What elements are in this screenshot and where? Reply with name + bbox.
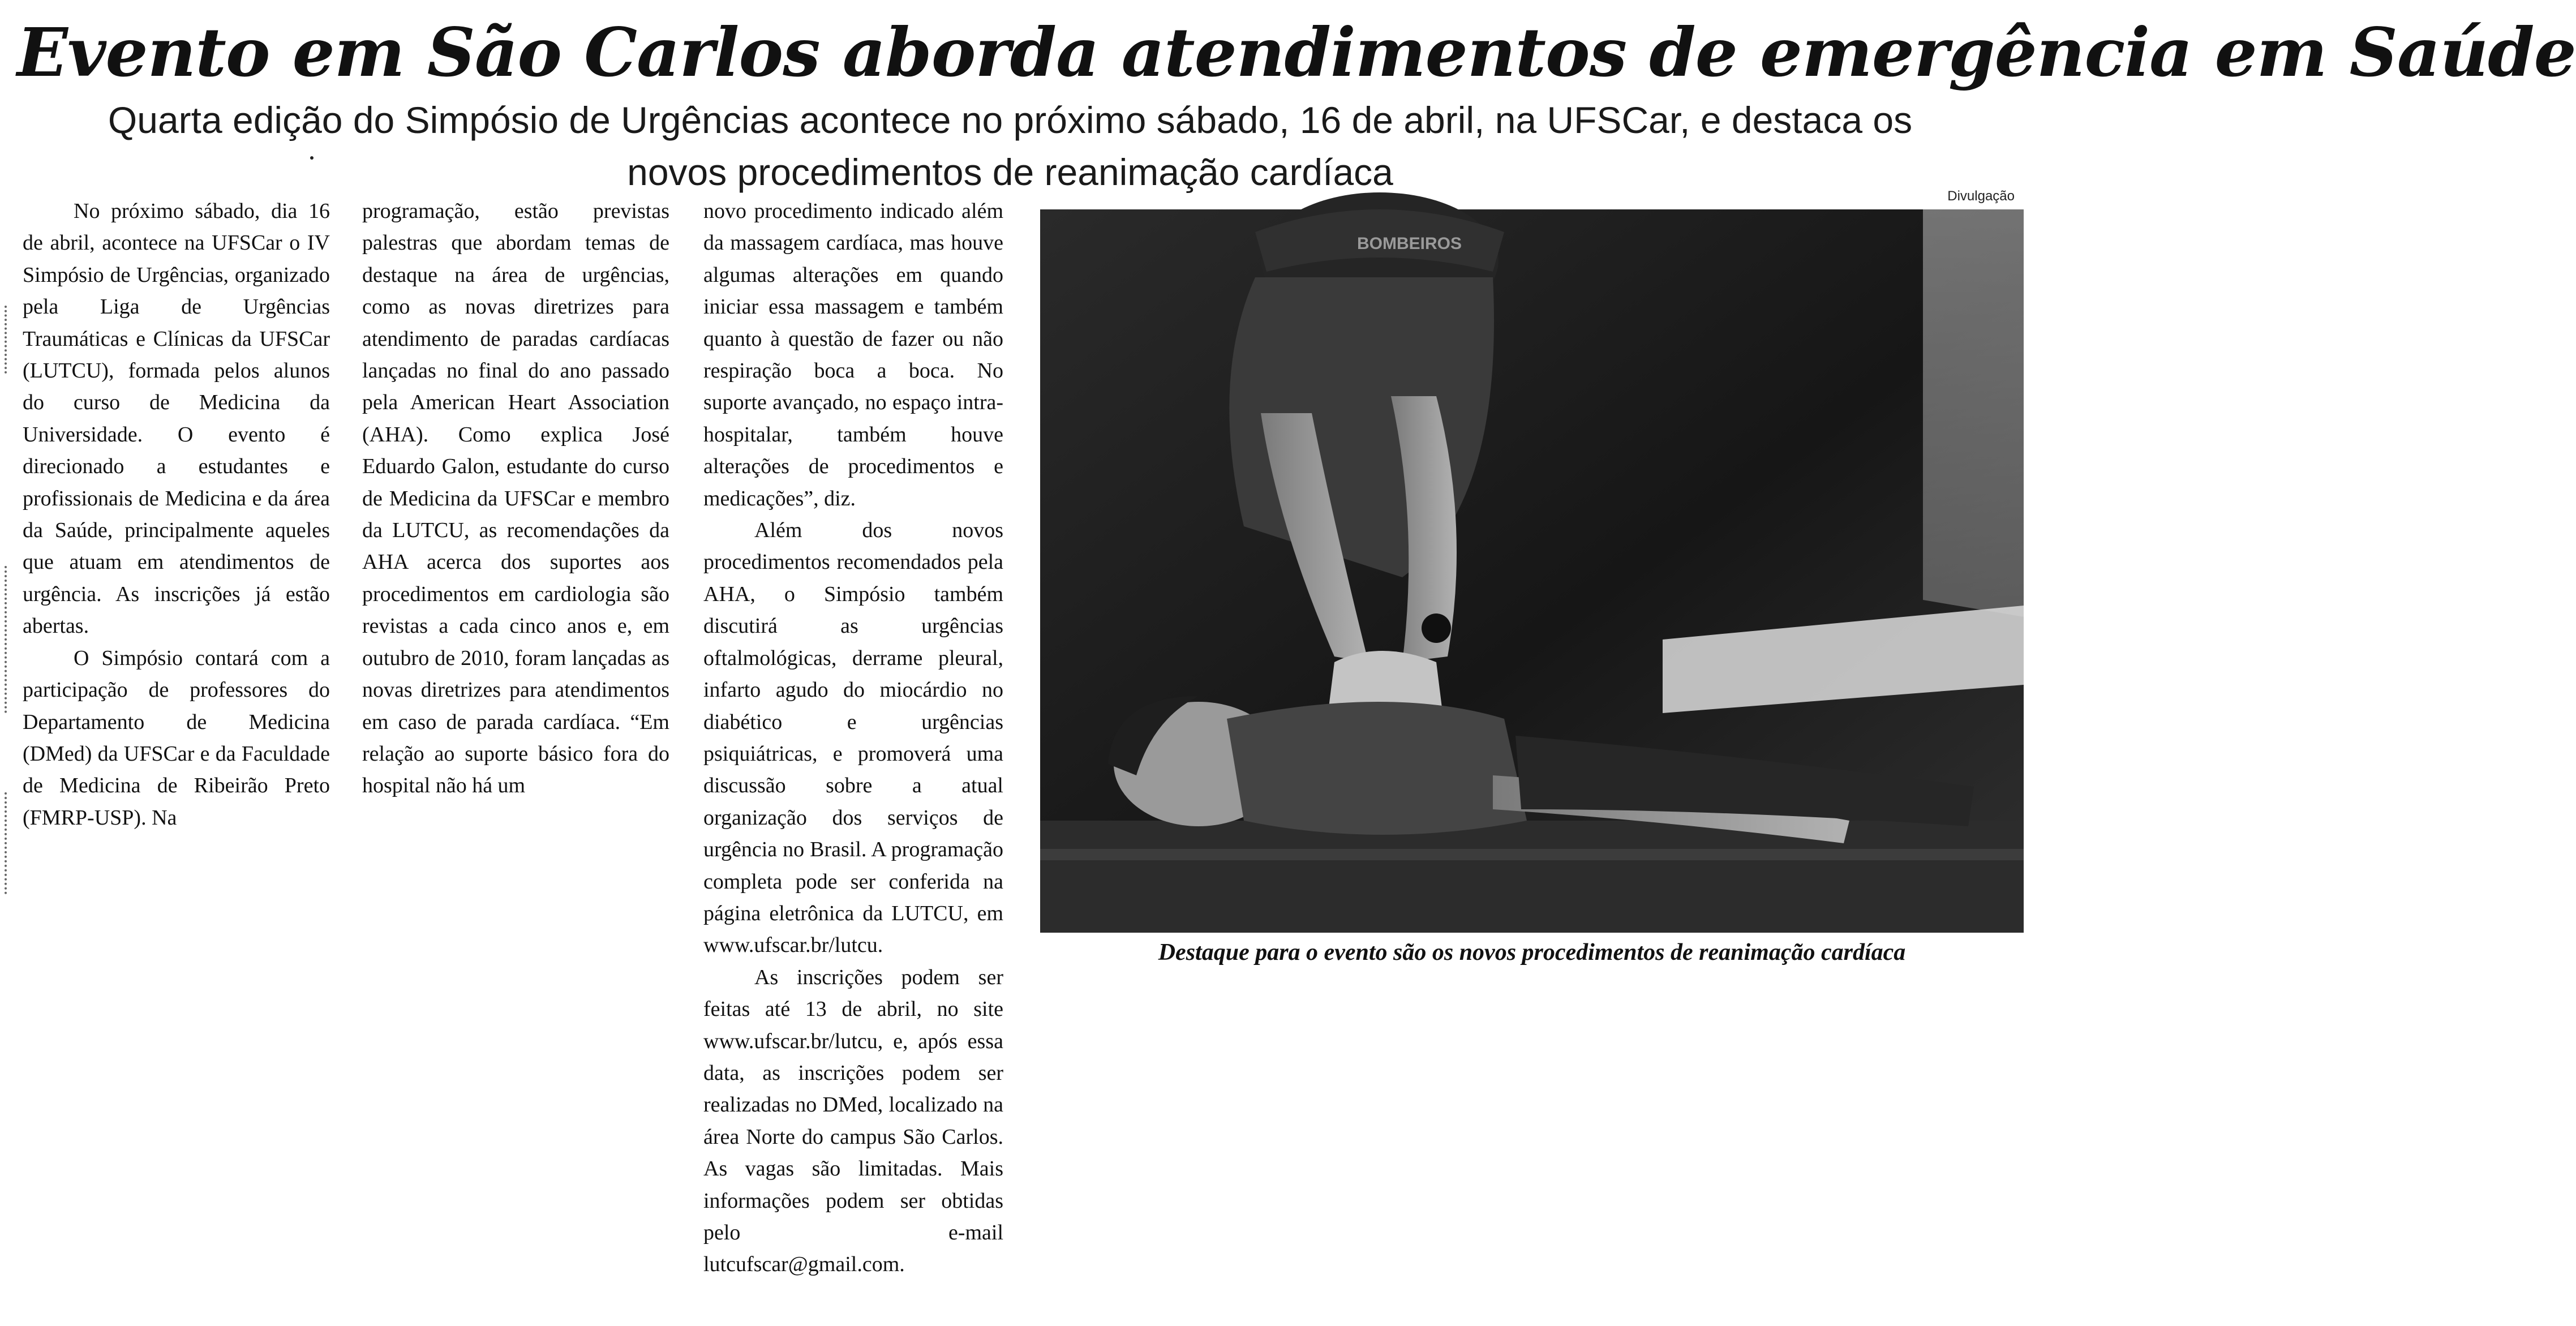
article-paragraph: novo procedimento indicado além da massagem cardíaca, mas houve algumas alterações em quando iniciar essa massagem e também quanto à questão de fazer ou não respiração boca a boca. No suporte avançado, no espaço intra-hospitalar, também houve alterações de procedimentos e medicações”, diz. <box>703 199 1003 510</box>
subtitle: Quarta edição do Simpósio de Urgências acontece no próximo sábado, 16 de abril, na UFSCar, e destaca os novos procedimentos de reanimação cardíaca <box>108 99 1913 193</box>
cap-lettering: BOMBEIROS <box>1357 234 1462 253</box>
photo-caption: Destaque para o evento são os novos procedimentos de reanimação cardíaca <box>1158 939 1906 965</box>
cpr-photo-illustration <box>1040 209 2024 933</box>
article-paragraph: No próximo sábado, dia 16 de abril, acontece na UFSCar o IV Simpósio de Urgências, organizado pela Liga de Urgências Traumáticas e Clínicas da UFSCar (LUTCU), formada pelos alunos do curso de Medicina da Universidade. O evento é direcionado a estudantes e profissionais de Medicina e da área da Saúde, principalmente aqueles que atuam em atendimentos de urgência. As inscrições já estão abertas. <box>23 199 330 638</box>
article-photo <box>1040 209 2024 933</box>
article-paragraph: programação, estão previstas palestras que abordam temas de destaque na área de urgências, como as novas diretrizes para atendimento de paradas cardíacas lançadas no final do ano passado pela American Heart Association (AHA). Como explica José Eduardo Galon, estudante do curso de Medicina da UFSCar e membro da LUTCU, as recomendações da AHA acerca dos suportes aos procedimentos em cardiologia são revistas a cada cinco anos e, em outubro de 2010, foram lançadas as novas diretrizes para atendimentos em caso de parada cardíaca. “Em relação ao suporte básico fora do hospital não há um <box>362 199 669 798</box>
column-dotted-rule <box>5 306 7 374</box>
floor-band <box>1040 821 2024 933</box>
article-column-1 <box>23 195 330 834</box>
wristwatch <box>1422 613 1451 643</box>
headline: Evento em São Carlos aborda atendimentos de emergência em Saúde <box>17 13 2576 92</box>
column-dotted-rule <box>5 792 7 894</box>
photo-credit: Divulgação <box>1947 188 2015 204</box>
article-paragraph: O Simpósio contará com a participação de professores do Departamento de Medicina (DMed) da UFSCar e da Faculdade de Medicina de Ribeirão Preto (FMRP-USP). Na <box>23 646 330 830</box>
article-column-3 <box>703 195 1003 1281</box>
article-column-2 <box>362 195 669 802</box>
decorative-dot <box>310 156 314 160</box>
article-paragraph: As inscrições podem ser feitas até 13 de abril, no site www.ufscar.br/lutcu, e, após essa data, as inscrições podem ser realizadas no DMed, localizado na área Norte do campus São Carlos. As vagas são limitadas. Mais informações podem ser obtidas pelo e-mail lutcufscar@gmail.com. <box>703 965 1003 1277</box>
patient-torso <box>1227 702 1527 835</box>
window-blinds <box>1923 209 2024 617</box>
column-dotted-rule <box>5 566 7 713</box>
article-paragraph: Além dos novos procedimentos recomendados pela AHA, o Simpósio também discutirá as urgências oftalmológicas, derrame pleural, infarto agudo do miocárdio no diabético e urgências psiquiátricas, e promoverá uma discussão sobre a atual organização dos serviços de urgência no Brasil. A programação completa pode ser conferida na página eletrônica da LUTCU, em www.ufscar.br/lutcu. <box>703 518 1003 958</box>
